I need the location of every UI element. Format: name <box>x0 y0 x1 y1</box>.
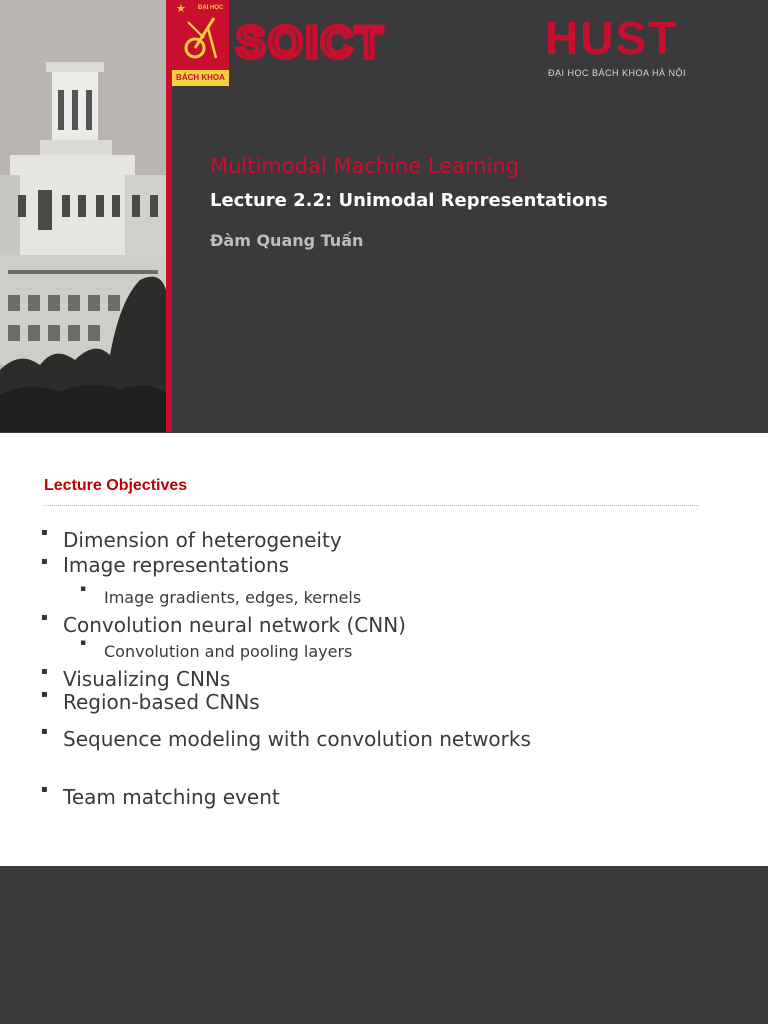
star-icon: ★ <box>176 2 186 15</box>
bach-khoa-logo <box>172 0 229 86</box>
bullet-icon: ▪ <box>41 556 48 567</box>
list-item <box>41 666 231 691</box>
list-item-text: Convolution neural network (CNN) <box>63 613 406 637</box>
objectives-heading: Lecture Objectives <box>44 477 188 494</box>
sub-list-item <box>80 638 353 661</box>
list-item <box>41 784 280 809</box>
list-item-text: Sequence modeling with convolution networks <box>63 727 531 751</box>
building-illustration <box>0 0 166 432</box>
sub-list-item <box>80 584 362 607</box>
bullet-icon: ▪ <box>80 584 87 594</box>
next-slide <box>0 866 768 1024</box>
hust-subtitle: ĐẠI HỌC BÁCH KHOA HÀ NỘI <box>548 68 687 78</box>
list-item-text: Team matching event <box>63 785 280 809</box>
building-photo <box>0 0 166 432</box>
list-item <box>41 527 342 552</box>
list-item-text: Image representations <box>63 553 290 577</box>
lecture-title: Lecture 2.2: Unimodal Representations <box>210 190 608 211</box>
list-item-text: Region-based CNNs <box>63 690 260 714</box>
logo-bottom-text: BÁCH KHOA <box>172 70 229 86</box>
bullet-icon: ▪ <box>41 612 48 623</box>
list-item <box>41 612 406 637</box>
soict-logo: SOICT <box>236 18 386 67</box>
bullet-icon: ▪ <box>41 666 48 677</box>
bullet-icon: ▪ <box>80 638 87 648</box>
list-item-text: Convolution and pooling layers <box>104 642 353 661</box>
bullet-icon: ▪ <box>41 784 48 795</box>
list-item-text: Visualizing CNNs <box>63 667 231 691</box>
list-item-text: Image gradients, edges, kernels <box>104 588 362 607</box>
title-slide <box>0 0 768 432</box>
list-item <box>41 689 260 714</box>
list-item <box>41 553 290 577</box>
author-name: Đàm Quang Tuấn <box>210 231 364 250</box>
list-item <box>41 726 531 751</box>
bullet-icon: ▪ <box>41 527 48 538</box>
bullet-icon: ▪ <box>41 689 48 700</box>
objectives-slide <box>0 433 768 866</box>
list-item-text: Dimension of heterogeneity <box>63 528 342 552</box>
hust-subtitle-rule <box>548 82 718 86</box>
heading-divider <box>44 505 699 506</box>
bullet-icon: ▪ <box>41 726 48 737</box>
compass-gear-icon <box>180 14 222 66</box>
course-title: Multimodal Machine Learning <box>210 154 520 178</box>
logo-top-text: ĐẠI HỌC <box>198 5 224 11</box>
hust-logo: HUST <box>545 12 679 64</box>
